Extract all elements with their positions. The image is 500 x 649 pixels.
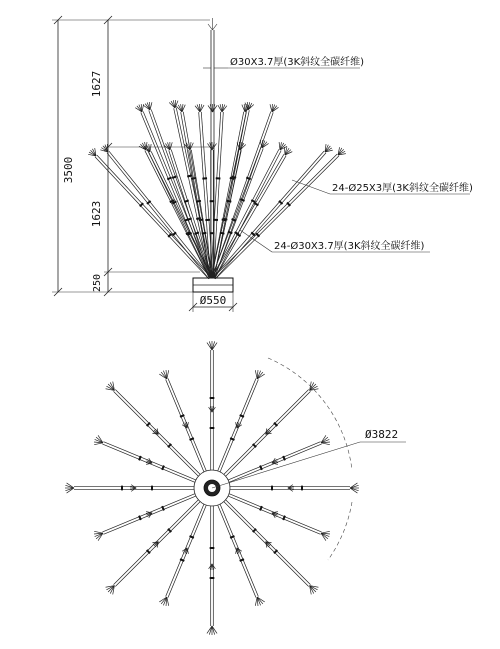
inner-tubes-label: 24-Ø30X3.7厚(3K斜纹全碳纤维) [274,241,425,252]
leaf-tuft-icon [176,104,185,112]
leaf-tuft-icon [152,542,158,548]
leaf-tuft-icon [207,142,216,150]
leaf-tuft-icon [255,370,264,379]
leaf-tuft-icon [195,104,204,112]
leaf-tuft-icon [207,626,217,635]
leaf-tuft-icon [279,142,287,150]
leaf-tuft-icon [164,142,173,150]
elevation-view [52,16,473,312]
leaf-tuft-icon [260,140,268,148]
leaf-tuft-icon [139,142,147,150]
leaf-tuft-icon [65,483,74,493]
outer-diameter-arc-lower [328,502,352,560]
leaf-tuft-icon [182,422,188,428]
leaf-tuft-icon [159,370,168,379]
leaf-tuft-icon [146,512,152,518]
leaf-tuft-icon [218,104,227,112]
leaf-tuft-icon [209,406,216,412]
leaf-tuft-icon [152,428,158,434]
leaf-tuft-icon [236,422,242,428]
base-height-label: 250 [92,273,103,293]
leaf-tuft-icon [310,382,319,391]
leaf-tuft-icon [159,597,168,606]
fan-tube [141,112,212,279]
dimension-middle-height [90,147,200,276]
leaf-tuft-icon [182,548,188,554]
leaf-tuft-icon [143,102,151,110]
fan-tube [95,155,211,279]
outer-diameter-arc [268,358,352,470]
leaf-tuft-icon [338,147,346,155]
leaf-tuft-icon [88,148,96,156]
leaf-tuft-icon [106,586,115,595]
leaf-tuft-icon [266,428,272,434]
leaf-tuft-icon [94,435,103,444]
total-height-label: 3500 [62,156,75,184]
center-tube-label: Ø30X3.7厚(3K斜纹全碳纤维) [230,57,365,68]
leaf-tuft-icon [272,458,278,464]
inner-tubes-callout [240,230,430,252]
fan-tube [213,151,326,279]
dimension-base-height [92,272,112,296]
upper-height-label: 1627 [90,70,103,98]
leaf-tuft-icon [350,483,359,493]
plan-view [65,341,406,635]
leaf-tuft-icon [284,147,292,155]
leaf-tuft-icon [266,542,272,548]
leaf-tuft-icon [209,564,216,570]
leaf-tuft-icon [310,586,319,595]
leaf-tuft-icon [146,458,152,464]
leaf-tuft-icon [184,142,193,150]
leaf-tuft-icon [325,144,333,152]
leaf-tuft-icon [272,512,278,518]
leaf-tuft-icon [255,597,264,606]
plan-diameter-label: Ø3822 [365,428,399,441]
leaf-tuft-icon [321,435,330,444]
leaf-tuft-icon [94,531,103,540]
center-tube-callout [203,55,364,68]
leaf-tuft-icon [270,104,278,112]
fan-tube [149,110,212,279]
plan-diameter-callout [212,428,406,488]
leaf-tuft-icon [321,531,330,540]
leaf-tuft-icon [207,341,217,350]
outer-tubes-label: 24-Ø25X3厚(3K斜纹全碳纤维) [332,183,473,194]
leaf-tuft-icon [135,104,143,112]
leaf-tuft-icon [208,104,217,112]
outer-tubes-callout [292,180,473,194]
leaf-tuft-icon [236,548,242,554]
leaf-tuft-icon [288,485,294,492]
base-plate [189,278,237,312]
middle-height-label: 1623 [90,200,103,228]
dimension-upper-height [90,16,210,151]
fan-tube [211,112,223,278]
leaf-tuft-icon [130,485,136,492]
base-diameter-label: Ø550 [199,294,227,307]
leaf-tuft-icon [106,382,115,391]
fan-tube [107,151,211,279]
